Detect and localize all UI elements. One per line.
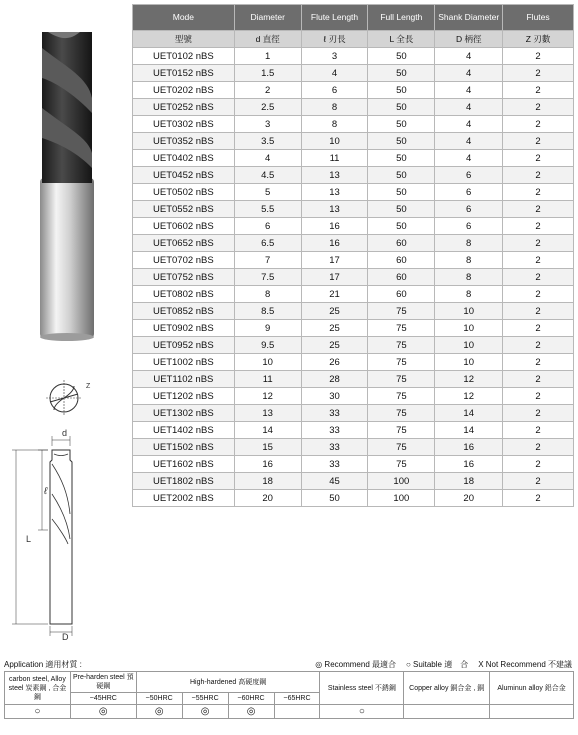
table-cell: 12: [234, 388, 301, 405]
table-cell: 2: [503, 65, 574, 82]
table-row: [133, 439, 574, 456]
app-hardened: High-hardened 高硬度鋼: [136, 672, 320, 693]
table-cell: 10: [435, 320, 503, 337]
table-cell: 60: [368, 286, 435, 303]
mark-carbon: ○: [5, 705, 71, 719]
application-table: [4, 671, 574, 719]
table-cell: 2: [503, 133, 574, 150]
table-row: [133, 388, 574, 405]
table-cell: 2: [503, 422, 574, 439]
table-cell: 2: [503, 456, 574, 473]
table-cell: 33: [301, 405, 368, 422]
table-cell: 6: [435, 184, 503, 201]
table-cell: 8: [301, 99, 368, 116]
table-cell: UET0302 nBS: [133, 116, 235, 133]
table-cell: UET1502 nBS: [133, 439, 235, 456]
table-row: [133, 167, 574, 184]
table-cell: 6: [435, 218, 503, 235]
table-cell: UET0252 nBS: [133, 99, 235, 116]
table-cell: 4: [234, 150, 301, 167]
table-cell: 50: [368, 99, 435, 116]
table-cell: UET0652 nBS: [133, 235, 235, 252]
table-cell: 15: [234, 439, 301, 456]
table-row: [133, 337, 574, 354]
table-cell: 50: [368, 133, 435, 150]
table-cell: UET0202 nBS: [133, 82, 235, 99]
table-cell: 2: [503, 218, 574, 235]
table-cell: 75: [368, 439, 435, 456]
table-cell: 2: [503, 337, 574, 354]
table-cell: 16: [435, 456, 503, 473]
table-row: [133, 218, 574, 235]
table-row: [133, 65, 574, 82]
table-cell: 45: [301, 473, 368, 490]
table-cell: 8: [435, 235, 503, 252]
table-cell: UET0752 nBS: [133, 269, 235, 286]
table-row: [133, 490, 574, 507]
table-cell: 10: [234, 354, 301, 371]
table-cell: 50: [368, 150, 435, 167]
table-cell: 9.5: [234, 337, 301, 354]
table-cell: 2: [503, 99, 574, 116]
side-view-drawing: [8, 424, 98, 642]
table-row: [133, 473, 574, 490]
app-copper: Copper alloy 銅合金 , 銅: [404, 672, 490, 705]
table-cell: 4: [435, 133, 503, 150]
table-cell: 13: [234, 405, 301, 422]
app-preharden: Pre-harden steel 預硬鋼: [70, 672, 136, 693]
table-cell: 2: [503, 405, 574, 422]
end-view-z-label: Z: [86, 383, 91, 390]
L-label: L: [26, 534, 32, 544]
table-cell: 2: [503, 473, 574, 490]
table-cell: UET0602 nBS: [133, 218, 235, 235]
table-cell: 8: [234, 286, 301, 303]
table-cell: UET1002 nBS: [133, 354, 235, 371]
table-cell: UET0402 nBS: [133, 150, 235, 167]
table-row: [133, 150, 574, 167]
table-cell: 33: [301, 439, 368, 456]
table-cell: 16: [435, 439, 503, 456]
app-hrc-55: ~55HRC: [182, 693, 228, 705]
table-cell: 10: [435, 303, 503, 320]
table-row: [133, 116, 574, 133]
table-cell: UET0152 nBS: [133, 65, 235, 82]
col-header-full-length: Full Length: [368, 5, 435, 31]
table-cell: 25: [301, 320, 368, 337]
table-cell: 8.5: [234, 303, 301, 320]
table-cell: 3: [234, 116, 301, 133]
table-cell: 16: [234, 456, 301, 473]
table-cell: 30: [301, 388, 368, 405]
table-cell: 50: [368, 82, 435, 99]
table-cell: 28: [301, 371, 368, 388]
table-cell: UET0852 nBS: [133, 303, 235, 320]
table-cell: 14: [435, 422, 503, 439]
table-cell: 12: [435, 388, 503, 405]
table-cell: UET0802 nBS: [133, 286, 235, 303]
table-cell: 33: [301, 422, 368, 439]
table-cell: UET0352 nBS: [133, 133, 235, 150]
table-cell: 50: [301, 490, 368, 507]
mark-preharden: ◎: [70, 705, 136, 719]
table-row: [133, 405, 574, 422]
table-cell: 7.5: [234, 269, 301, 286]
table-cell: 14: [234, 422, 301, 439]
table-cell: 50: [368, 218, 435, 235]
table-cell: 5.5: [234, 201, 301, 218]
app-stainless: Stainless steel 不銹鋼: [320, 672, 404, 705]
table-cell: UET0552 nBS: [133, 201, 235, 218]
table-cell: 26: [301, 354, 368, 371]
d-label: d: [62, 428, 68, 438]
table-cell: 50: [368, 201, 435, 218]
table-cell: 2: [503, 116, 574, 133]
table-cell: 3: [301, 48, 368, 65]
table-cell: 75: [368, 388, 435, 405]
table-cell: 6.5: [234, 235, 301, 252]
table-cell: 2: [503, 235, 574, 252]
table-cell: 4: [435, 116, 503, 133]
table-cell: 2: [503, 354, 574, 371]
table-row: [133, 456, 574, 473]
table-cell: 10: [435, 337, 503, 354]
table-cell: 6: [234, 218, 301, 235]
table-cell: 4: [435, 48, 503, 65]
col-header-shank-diameter: Shank Diameter: [435, 5, 503, 31]
legend-recommend: ◎ Recommend 最適合: [315, 660, 396, 669]
table-cell: UET2002 nBS: [133, 490, 235, 507]
table-cell: UET0702 nBS: [133, 252, 235, 269]
app-preharden-hrc: ~45HRC: [70, 693, 136, 705]
table-cell: 60: [368, 235, 435, 252]
table-cell: 13: [301, 184, 368, 201]
table-cell: 50: [368, 167, 435, 184]
table-cell: 12: [435, 371, 503, 388]
table-cell: 13: [301, 167, 368, 184]
table-row: [133, 201, 574, 218]
table-cell: 4: [435, 65, 503, 82]
table-cell: 8: [435, 286, 503, 303]
mark-stainless: ○: [320, 705, 404, 719]
table-cell: 60: [368, 252, 435, 269]
table-cell: 100: [368, 490, 435, 507]
table-cell: 75: [368, 405, 435, 422]
table-cell: 18: [435, 473, 503, 490]
table-row: [133, 371, 574, 388]
table-cell: UET0102 nBS: [133, 48, 235, 65]
table-cell: 2: [503, 439, 574, 456]
table-cell: 2: [503, 388, 574, 405]
table-cell: UET1802 nBS: [133, 473, 235, 490]
app-hrc-50: ~50HRC: [136, 693, 182, 705]
D-label: D: [62, 632, 69, 642]
table-cell: 6: [435, 167, 503, 184]
app-marks-row: [5, 705, 574, 719]
table-cell: 60: [368, 269, 435, 286]
table-cell: 3.5: [234, 133, 301, 150]
table-cell: 16: [301, 235, 368, 252]
col-sub-shank-diameter: D 柄徑: [435, 31, 503, 48]
app-carbon-steel: carbon steel, Alloy steel 炭素鋼 , 合金鋼: [5, 672, 71, 705]
table-cell: 10: [435, 354, 503, 371]
mark-hrc-65: [274, 705, 320, 719]
table-cell: UET1302 nBS: [133, 405, 235, 422]
table-cell: 2: [503, 490, 574, 507]
application-title: Application 適用材質 :: [4, 660, 82, 669]
mark-aluminum: [490, 705, 574, 719]
table-cell: 2: [503, 82, 574, 99]
end-mill-photo: [28, 28, 108, 348]
table-row: [133, 99, 574, 116]
app-hrc-65: ~65HRC: [274, 693, 320, 705]
table-cell: 50: [368, 65, 435, 82]
table-cell: 2: [234, 82, 301, 99]
table-cell: 17: [301, 269, 368, 286]
mark-copper: [404, 705, 490, 719]
table-cell: 2: [503, 48, 574, 65]
legend: [315, 659, 572, 670]
table-cell: 75: [368, 422, 435, 439]
l-label: ℓ: [44, 486, 48, 497]
table-cell: 25: [301, 303, 368, 320]
table-cell: 2: [503, 286, 574, 303]
table-cell: UET0502 nBS: [133, 184, 235, 201]
table-cell: 4.5: [234, 167, 301, 184]
mark-hrc-60: ◎: [228, 705, 274, 719]
mark-hrc-50: ◎: [136, 705, 182, 719]
table-row: [133, 422, 574, 439]
table-cell: UET1102 nBS: [133, 371, 235, 388]
table-cell: UET1402 nBS: [133, 422, 235, 439]
table-cell: UET0952 nBS: [133, 337, 235, 354]
table-cell: 50: [368, 48, 435, 65]
table-cell: 2: [503, 201, 574, 218]
table-cell: 2: [503, 269, 574, 286]
col-header-flutes: Flutes: [503, 5, 574, 31]
table-cell: 4: [435, 150, 503, 167]
table-cell: 2: [503, 150, 574, 167]
table-cell: 2: [503, 167, 574, 184]
table-row: [133, 354, 574, 371]
table-row: [133, 286, 574, 303]
table-cell: 4: [301, 65, 368, 82]
table-cell: 100: [368, 473, 435, 490]
table-cell: 2: [503, 184, 574, 201]
table-cell: 2.5: [234, 99, 301, 116]
spec-table: [132, 4, 574, 507]
table-cell: 4: [435, 82, 503, 99]
table-cell: 2: [503, 252, 574, 269]
table-cell: 17: [301, 252, 368, 269]
subheader-row: [133, 31, 574, 48]
table-cell: 21: [301, 286, 368, 303]
table-cell: 75: [368, 303, 435, 320]
table-cell: 10: [301, 133, 368, 150]
table-cell: UET0902 nBS: [133, 320, 235, 337]
table-cell: 75: [368, 456, 435, 473]
table-cell: 11: [301, 150, 368, 167]
table-row: [133, 235, 574, 252]
table-cell: 4: [435, 99, 503, 116]
table-cell: 11: [234, 371, 301, 388]
col-header-diameter: Diameter: [234, 5, 301, 31]
col-sub-diameter: d 直徑: [234, 31, 301, 48]
table-cell: 25: [301, 337, 368, 354]
table-cell: 20: [234, 490, 301, 507]
table-cell: 8: [435, 252, 503, 269]
table-cell: 50: [368, 184, 435, 201]
col-sub-full-length: L 全長: [368, 31, 435, 48]
table-cell: UET0452 nBS: [133, 167, 235, 184]
table-row: [133, 48, 574, 65]
app-aluminum: Aluminun alloy 鋁合金: [490, 672, 574, 705]
table-cell: 1.5: [234, 65, 301, 82]
table-cell: UET1202 nBS: [133, 388, 235, 405]
col-sub-mode: 型號: [133, 31, 235, 48]
header-row: [133, 5, 574, 31]
table-cell: 75: [368, 354, 435, 371]
col-sub-flute-length: ℓ 刃長: [301, 31, 368, 48]
end-view-drawing: [44, 376, 100, 420]
col-sub-flutes: Z 刃數: [503, 31, 574, 48]
table-row: [133, 133, 574, 150]
table-row: [133, 303, 574, 320]
col-header-mode: Mode: [133, 5, 235, 31]
table-cell: 2: [503, 371, 574, 388]
table-cell: 8: [301, 116, 368, 133]
table-cell: 75: [368, 371, 435, 388]
table-cell: 2: [503, 303, 574, 320]
table-cell: 6: [301, 82, 368, 99]
table-cell: 75: [368, 320, 435, 337]
table-cell: 1: [234, 48, 301, 65]
table-row: [133, 82, 574, 99]
table-cell: 13: [301, 201, 368, 218]
app-hrc-60: ~60HRC: [228, 693, 274, 705]
table-cell: 8: [435, 269, 503, 286]
table-cell: 50: [368, 116, 435, 133]
table-row: [133, 269, 574, 286]
table-cell: 33: [301, 456, 368, 473]
col-header-flute-length: Flute Length: [301, 5, 368, 31]
table-row: [133, 320, 574, 337]
table-row: [133, 184, 574, 201]
legend-not-recommend: X Not Recommend 不建議: [478, 660, 572, 669]
table-row: [133, 252, 574, 269]
table-cell: 2: [503, 320, 574, 337]
table-cell: 18: [234, 473, 301, 490]
table-cell: 16: [301, 218, 368, 235]
table-cell: 14: [435, 405, 503, 422]
table-cell: UET1602 nBS: [133, 456, 235, 473]
table-cell: 9: [234, 320, 301, 337]
table-cell: 75: [368, 337, 435, 354]
mark-hrc-55: ◎: [182, 705, 228, 719]
legend-suitable: ○ Suitable 適 合: [406, 660, 469, 669]
table-cell: 6: [435, 201, 503, 218]
table-cell: 5: [234, 184, 301, 201]
table-cell: 20: [435, 490, 503, 507]
table-cell: 7: [234, 252, 301, 269]
